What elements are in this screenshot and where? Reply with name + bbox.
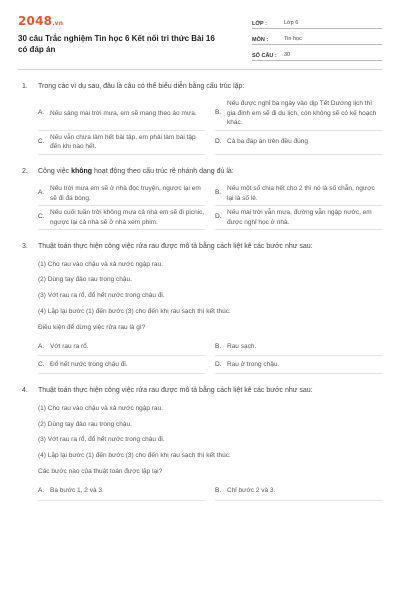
question-number: 2. [22, 167, 28, 175]
logo-text: 2048 [18, 14, 53, 28]
question-number: 1. [22, 83, 28, 90]
meta-label: MÔN : [252, 36, 269, 43]
meta-value: 30 [284, 51, 291, 58]
answer-options [38, 182, 382, 230]
option-b[interactable] [215, 97, 382, 130]
logo-suffix: .vn [52, 20, 64, 27]
option-c[interactable] [38, 356, 205, 374]
option-text: Nếu vẫn chưa làm hết bài tập, em phải làm bài tập đến khi nào hết. [50, 133, 196, 151]
meta-label: LỚP : [252, 20, 267, 27]
option-letter: D. [215, 213, 222, 221]
answer-options [38, 338, 382, 374]
option-text: Nếu cuối tuần trời không mưa cả nhà em sẽ đi picnic, ngược lại cả nhà sẽ ở nhà xem phim. [50, 209, 205, 226]
option-d[interactable] [215, 131, 382, 155]
meta-row-count [252, 47, 382, 61]
question-1 [18, 82, 382, 155]
step-line: (4) Lặp lại bước (1) đến bước (3) cho đến khi rau sạch thì kết thúc. [38, 452, 231, 460]
meta-label: SỐ CÂU : [252, 52, 277, 59]
question-prompt: Các bước nào của thuật toán được lặp lại? [38, 467, 163, 475]
question-prompt: Điều kiện để dừng việc rửa rau là gì? [38, 323, 146, 331]
option-text: Ba bước 1, 2 và 3. [50, 487, 104, 495]
question-number: 3. [22, 243, 28, 251]
option-d[interactable] [215, 206, 382, 230]
option-a[interactable] [38, 182, 205, 206]
question-number: 4. [22, 387, 28, 395]
option-text: Nếu được nghỉ ba ngày vào dịp Tết Dương lịch thì gia đình em sẽ đi du lịch, còn không sẽ có kế hoạch khác. [227, 100, 377, 127]
meta-value: Tin học [284, 35, 302, 42]
stem-text: hoạt động theo cấu trúc rẽ nhánh dạng đủ là: [92, 167, 234, 175]
option-d[interactable] [215, 356, 382, 374]
option-letter: C. [38, 360, 45, 368]
question-stem: Trong các ví dụ sau, đâu là câu có thể biểu diễn bằng cấu trúc lặp: [38, 83, 245, 90]
meta-row-subject [252, 31, 382, 45]
option-text: Rau ở trong chậu. [227, 361, 280, 369]
option-b[interactable] [215, 338, 382, 356]
option-text: Vớt rau ra rổ. [50, 343, 89, 351]
option-c[interactable] [38, 206, 205, 230]
option-c[interactable] [38, 131, 205, 155]
option-letter: D. [215, 137, 222, 145]
meta-row-grade [252, 15, 382, 29]
option-letter: C. [38, 213, 45, 221]
option-b[interactable] [215, 182, 382, 206]
option-letter: B. [215, 342, 222, 350]
stem-text: Công việc [38, 167, 72, 175]
question-3 [18, 242, 382, 374]
step-line: (1) Cho rau vào chậu và xả nước ngập rau. [38, 260, 163, 268]
header-meta [252, 13, 382, 69]
stem-emphasis: không [71, 167, 93, 175]
option-letter: B. [215, 109, 222, 117]
option-letter: B. [215, 189, 222, 197]
option-letter: C. [38, 137, 45, 145]
option-letter: D. [215, 360, 222, 368]
site-logo[interactable] [18, 13, 223, 29]
question-stem: Thuật toán thực hiện công việc rửa rau được mô tả bằng cách liệt kê các bước như sau: [38, 243, 313, 251]
step-line: (4) Lặp lại bước (1) đến bước (3) cho đến khi rau sạch thì kết thúc. [38, 307, 231, 315]
header-left [18, 13, 223, 69]
option-b[interactable] [215, 483, 382, 501]
question-4 [18, 386, 382, 500]
option-a[interactable] [38, 97, 205, 130]
option-text: Cả ba đáp án trên đều đúng [227, 138, 308, 146]
option-letter: A. [38, 486, 45, 494]
option-text: Nếu mai trời vẫn mưa, đường vẫn ngập nước, em được nghỉ học ở nhà. [227, 209, 372, 226]
question-2 [18, 167, 382, 230]
option-a[interactable] [38, 483, 205, 501]
option-letter: B. [215, 486, 222, 494]
step-line: (2) Dùng tay đảo rau trong chậu. [38, 276, 132, 284]
step-line: (3) Vớt rau ra rổ, đổ hết nước trong chậu đi. [38, 292, 165, 300]
option-letter: A. [38, 109, 45, 117]
step-line: (3) Vớt rau ra rổ, đổ hết nước trong chậu đi. [38, 436, 165, 444]
option-text: Đổ hết nước trong chậu đi. [50, 361, 128, 369]
option-text: Nếu sáng mai trời mưa, em sẽ mang theo áo mưa. [50, 109, 197, 117]
step-line: (1) Cho rau vào chậu và xả nước ngập rau. [38, 404, 163, 412]
option-text: Chỉ bước 2 và 3. [227, 487, 276, 495]
answer-options [38, 483, 382, 501]
option-a[interactable] [38, 338, 205, 356]
option-text: Nếu trời mưa em sẽ ở nhà đọc truyện, ngược lại em sẽ đi đá bóng. [50, 185, 201, 202]
document-header [18, 0, 382, 70]
option-letter: A. [38, 342, 45, 350]
document-title: 30 câu Trắc nghiệm Tin học 6 Kết nối tri thức Bài 16 có đáp án [18, 34, 215, 55]
option-text: Rau sạch. [227, 343, 257, 351]
answer-options [38, 97, 382, 154]
option-letter: A. [38, 189, 45, 197]
option-text: Nếu một số chia hết cho 2 thì nó là số chẵn, ngược lại là số lẻ. [227, 185, 375, 202]
question-stem [38, 167, 382, 176]
question-stem: Thuật toán thực hiện công việc rửa rau được mô tả bằng cách liệt kê các bước như sau: [38, 387, 313, 395]
step-line: (2) Dùng tay đảo rau trong chậu. [38, 420, 132, 428]
meta-value: Lớp 6 [284, 19, 299, 26]
